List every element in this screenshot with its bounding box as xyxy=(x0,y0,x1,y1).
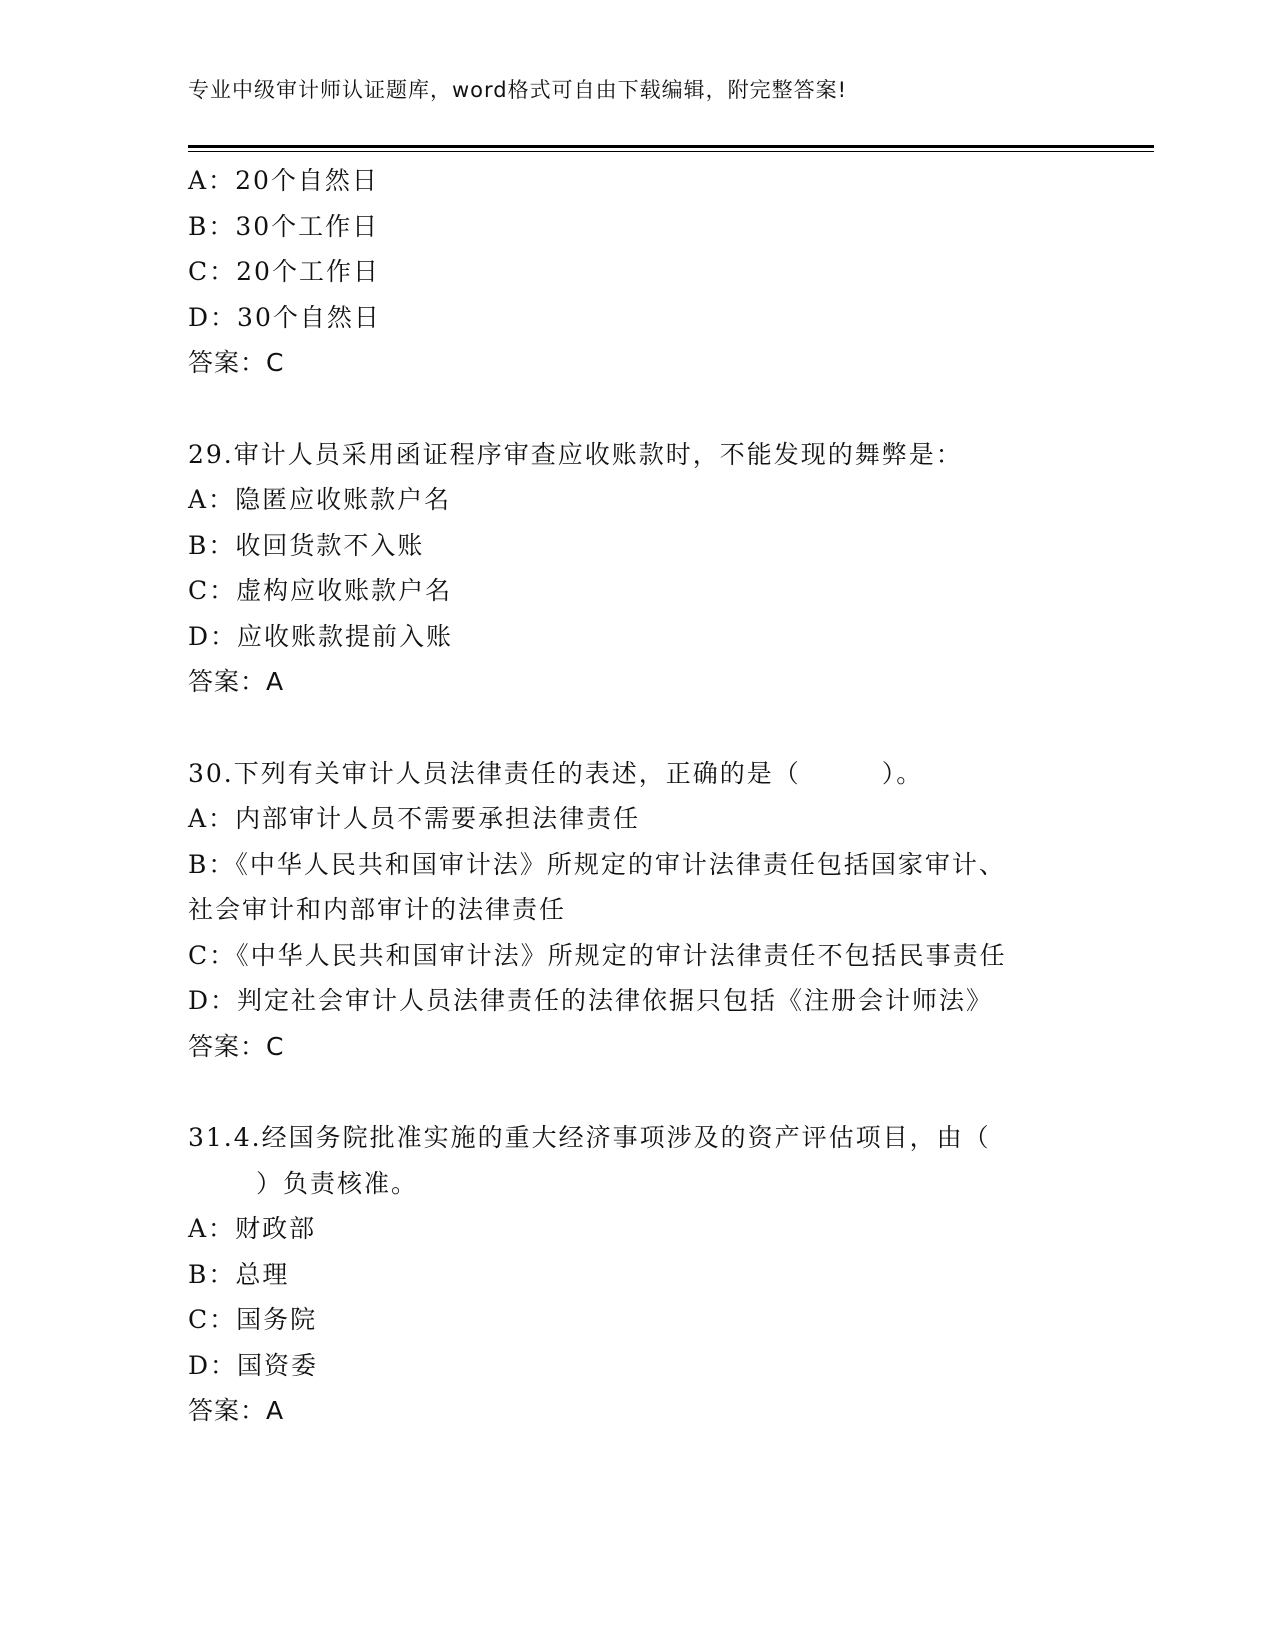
option-label: A： xyxy=(188,804,236,833)
option-label: A： xyxy=(188,1214,236,1243)
option-b xyxy=(188,523,1088,569)
option-b-continued: 社会审计和内部审计的法律责任 xyxy=(188,895,567,924)
option-text: 20个自然日 xyxy=(235,166,379,195)
option-c xyxy=(188,933,1088,979)
question-stem-continued: ）负责核准。 xyxy=(256,1168,419,1198)
answer-value: C xyxy=(266,348,285,377)
answer-value: A xyxy=(266,1396,285,1425)
question-number: 31. xyxy=(188,1123,234,1152)
option-a xyxy=(188,796,1088,842)
option-text: 《中华人民共和国审计法》所规定的审计法律责任不包括民事责任 xyxy=(236,940,1007,970)
question-stem xyxy=(188,1115,1088,1161)
answer-value: A xyxy=(266,667,285,696)
question-text: 4.经国务院批准实施的重大经济事项涉及的资产评估项目，由（ xyxy=(233,1123,991,1152)
option-label: A： xyxy=(188,485,236,514)
option-d xyxy=(188,295,1088,341)
option-label: D： xyxy=(188,1350,238,1380)
answer-label: 答案： xyxy=(188,1396,267,1425)
question-block-29 xyxy=(188,432,1088,705)
option-text: 隐匿应收账款户名 xyxy=(235,485,452,514)
option-c xyxy=(188,1297,1088,1343)
option-label: C： xyxy=(188,257,237,286)
answer-line xyxy=(188,1024,1088,1070)
question-block-30 xyxy=(188,751,1088,1070)
option-label: D： xyxy=(188,621,238,651)
option-text: 应收账款提前入账 xyxy=(237,621,454,651)
option-label: B： xyxy=(188,849,236,879)
option-label: A： xyxy=(188,166,236,195)
option-label: C： xyxy=(188,1305,237,1334)
spacer xyxy=(188,1069,1088,1115)
option-label: B： xyxy=(188,211,236,241)
answer-label: 答案： xyxy=(188,1031,267,1061)
option-b xyxy=(188,842,1088,888)
option-d xyxy=(188,978,1088,1024)
option-text: 内部审计人员不需要承担法律责任 xyxy=(235,804,641,833)
option-a xyxy=(188,158,1088,204)
option-text: 判定社会审计人员法律责任的法律依据只包括《注册会计师法》 xyxy=(237,986,994,1015)
question-number: 30. xyxy=(188,758,234,788)
answer-label: 答案： xyxy=(188,348,267,377)
page-header: 专业中级审计师认证题库，word格式可自由下载编辑，附完整答案! xyxy=(188,78,848,102)
option-b xyxy=(188,204,1088,250)
option-text: 国务院 xyxy=(236,1305,318,1334)
question-stem xyxy=(188,432,1088,478)
option-text: 20个工作日 xyxy=(236,257,380,286)
option-c xyxy=(188,568,1088,614)
option-label: C： xyxy=(188,940,237,970)
answer-label: 答案： xyxy=(188,667,267,696)
option-d xyxy=(188,1343,1088,1389)
option-label: C： xyxy=(188,576,237,605)
option-a xyxy=(188,477,1088,523)
spacer xyxy=(188,705,1088,751)
question-block-31 xyxy=(188,1115,1088,1434)
option-label: D： xyxy=(188,302,238,332)
question-number: 29. xyxy=(188,439,234,469)
option-label: B： xyxy=(188,1259,236,1289)
header-divider-thick xyxy=(188,145,1154,148)
option-b xyxy=(188,1252,1088,1298)
answer-value: C xyxy=(266,1031,285,1061)
answer-line xyxy=(188,659,1088,705)
option-label: B： xyxy=(188,530,236,560)
option-text: 虚构应收账款户名 xyxy=(236,576,453,605)
option-text: 国资委 xyxy=(237,1350,319,1380)
option-text: 30个工作日 xyxy=(235,211,380,241)
question-stem xyxy=(188,751,1088,797)
option-text: 30个自然日 xyxy=(237,302,381,332)
option-text: 《中华人民共和国审计法》所规定的审计法律责任包括国家审计、 xyxy=(235,849,1006,879)
answer-line xyxy=(188,1388,1088,1434)
option-text: 财政部 xyxy=(235,1214,317,1243)
question-text: 下列有关审计人员法律责任的表述，正确的是（ ）。 xyxy=(233,758,924,788)
question-text: 审计人员采用函证程序审查应收账款时，不能发现的舞弊是： xyxy=(233,439,963,469)
option-d xyxy=(188,614,1088,660)
option-c xyxy=(188,249,1088,295)
question-list xyxy=(188,158,1088,1434)
option-a xyxy=(188,1206,1088,1252)
question-block-continued xyxy=(188,158,1088,386)
option-text: 收回货款不入账 xyxy=(235,530,425,560)
header-divider-thin xyxy=(188,151,1154,152)
answer-line xyxy=(188,340,1088,386)
option-label: D： xyxy=(188,986,238,1015)
option-text: 总理 xyxy=(235,1259,290,1289)
spacer xyxy=(188,386,1088,432)
